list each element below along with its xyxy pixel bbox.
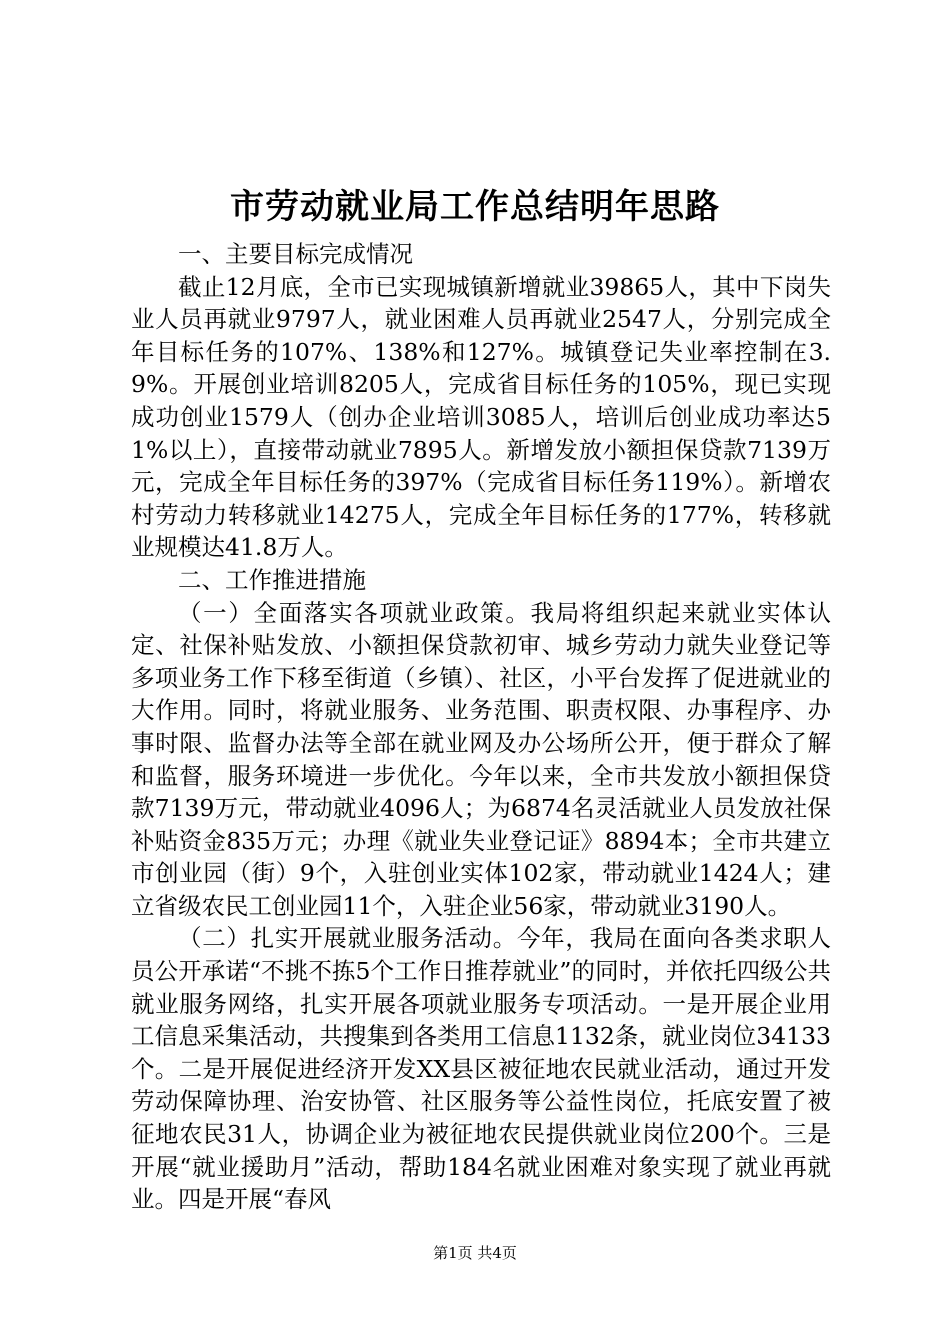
document-title: 市劳动就业局工作总结明年思路 [230, 187, 720, 227]
paragraph-services: （二）扎实开展就业服务活动。今年，我局在面向各类求职人员公开承诺“不挑不拣5个工作日推荐就业”的同时，并依托四级公共就业服务网络，扎实开展各项就业服务专项活动。一是开展企业用工信息采集活动，共搜集到各类用工信息1132条，就业岗位34133个。二是开展促进经济开发XX县区被征地农民就业活动，通过开发劳动保障协理、治安协管、社区服务等公益性岗位，托底安置了被征地农民31人，协调企业为被征地农民提供就业岗位200个。三是开展“就业援助月”活动，帮助184名就业困难对象实现了就业再就业。四是开展“春风 [131, 924, 831, 1214]
document-body [131, 238, 831, 1216]
section-heading-1: 一、主要目标完成情况 [178, 240, 413, 268]
section-heading-2: 二、工作推进措施 [178, 565, 366, 594]
paragraph-policies: （一）全面落实各项就业政策。我局将组织起来就业实体认定、社保补贴发放、小额担保贷款初审、城乡劳动力就失业登记等多项业务工作下移至街道（乡镇）、社区，小平台发挥了促进就业的大作用。同时，将就业服务、业务范围、职责权限、办事程序、办事时限、监督办法等全部在就业网及办公场所公开，便于群众了解和监督，服务环境进一步优化。今年以来，全市共发放小额担保贷款7139万元，带动就业4096人；为6874名灵活就业人员发放社保补贴资金835万元；办理《就业失业登记证》8894本；全市共建立市创业园（街）9个，入驻创业实体102家，带动就业1424人；建立省级农民工创业园11个，入驻企业56家，带动就业3190人。 [131, 598, 831, 920]
page-number-footer: 第1页 共4页 [433, 1244, 517, 1262]
paragraph-targets: 截止12月底，全市已实现城镇新增就业39865人，其中下岗失业人员再就业9797人，就业困难人员再就业2547人，分别完成全年目标任务的107%、138%和127%。城镇登记失业率控制在3.9%。开展创业培训8205人，完成省目标任务的105%，现已实现成功创业1579人（创办企业培训3085人，培训后创业成功率达51%以上），直接带动就业7895人。新增发放小额担保贷款7139万元，完成全年目标任务的397%（完成省目标任务119%）。新增农村劳动力转移就业14275人，完成全年目标任务的177%，转移就业规模达41.8万人。 [131, 272, 831, 562]
